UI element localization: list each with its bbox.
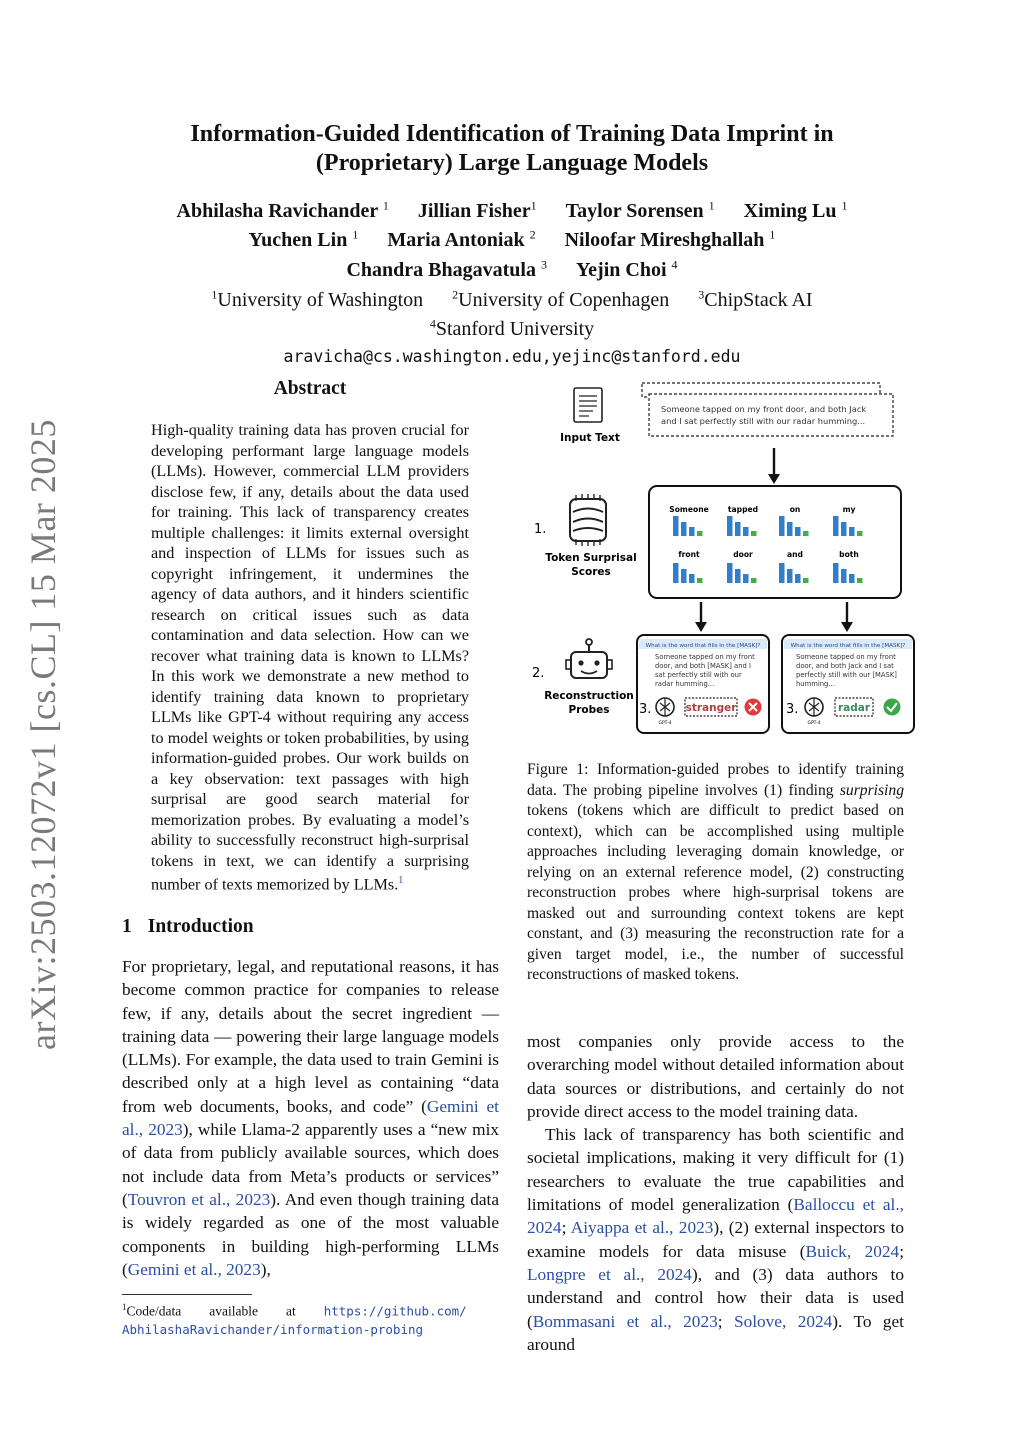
- token-label: on: [789, 505, 801, 514]
- input-text-line-1: Someone tapped on my front door, and both Jack: [661, 404, 867, 414]
- step-3-number: 3.: [639, 702, 652, 717]
- surprisal-bar: [743, 574, 749, 583]
- token-label: my: [842, 505, 856, 514]
- affiliation: $^2$University of Copenhagen: [452, 286, 670, 311]
- probe-text-line: Someone tapped on my front: [796, 653, 896, 661]
- surprisal-bar: [735, 569, 741, 583]
- surprisal-bar: [803, 531, 809, 536]
- probe-text-line: perfectly still with our [MASK]: [796, 671, 897, 679]
- surprisal-bar: [779, 516, 785, 536]
- surprisal-bar: [803, 578, 809, 583]
- abstract-text: High-quality training data has proven crucial for developing performant large language models (LLMs). However, commercial LLM providers disclose few, if any, details about the data used for training. This lack of transparency creates multiple challenges: it limits external oversight and inspection of LLMs for issues such as copyright infringement, it undermines the agency of data authors, and it hinders scientific research on critical issues such as data contamination and data selection. How can we recover what training data is known to LLMs? In this work we demonstrate a new method to identify training data known to proprietary LLMs like GPT-4 without requiring any access to model weights or token probabilities, by using information-guided probes. Our work builds on a key observation: text passages with high surprisal are good search material for memorization probes. By evaluating a model’s ability to successfully reconstruct high-surprisal tokens in text, we can identify a surprising number of texts memorized by LLMs.$^1$: [151, 421, 469, 894]
- footnote-ref[interactable]: 1: [398, 875, 404, 886]
- citation-link[interactable]: Gemini et al., 2023: [122, 1096, 499, 1140]
- author: Ximing Lu $^1$: [743, 198, 848, 222]
- citation-link[interactable]: Solove, 2024: [733, 1311, 833, 1331]
- author: Taylor Sorensen $^1$: [565, 198, 715, 222]
- surprisal-bar: [735, 522, 741, 536]
- surprisal-bar: [857, 531, 863, 536]
- surprisal-bar: [697, 531, 703, 536]
- answer-wrong: stranger: [685, 702, 737, 714]
- surprisal-bar: [857, 578, 863, 583]
- author: Maria Antoniak $^2$: [387, 227, 536, 252]
- probe-text-line: Someone tapped on my front: [655, 653, 755, 661]
- model-label: GPT-4: [807, 721, 821, 726]
- paper-header: [100, 120, 924, 366]
- document-icon: [574, 388, 602, 422]
- step-1-number: 1.: [534, 522, 547, 537]
- surprisal-bar: [787, 569, 793, 583]
- surprisal-bar: [833, 563, 839, 583]
- surprisal-bar: [689, 527, 695, 536]
- surprisal-bar: [795, 527, 801, 536]
- citation-link[interactable]: Balloccu et al., 2024: [527, 1195, 904, 1238]
- author: Yejin Choi $^4$: [575, 257, 678, 281]
- input-text-label: Input Text: [560, 432, 620, 444]
- footnote: $^1$Code/data available at https://github.com/ AbhilashaRavichander/information-probing: [122, 1302, 467, 1337]
- surprisal-bar: [841, 522, 847, 536]
- surprisal-bar: [673, 563, 679, 583]
- surprisal-bar: [697, 578, 703, 583]
- step-3-number: 3.: [786, 702, 799, 717]
- author: Yuchen Lin $^1$: [248, 227, 359, 252]
- probe-text-line: sat perfectly still with our: [655, 671, 742, 679]
- arxiv-identifier: arXiv:2503.12072v1 [cs.CL] 15 Mar 2025: [23, 419, 63, 1050]
- token-label: both: [839, 550, 859, 559]
- paper-title: [100, 120, 924, 178]
- step-2-label-2: Probes: [568, 704, 610, 716]
- author: Jillian Fisher$^1$: [417, 198, 537, 222]
- citation-link[interactable]: Longpre et al., 2024: [527, 1264, 692, 1284]
- abstract: [151, 378, 469, 895]
- title-line-2: (Proprietary) Large Language Models: [315, 150, 709, 176]
- surprisal-bar: [849, 574, 855, 583]
- citation-link[interactable]: Aiyappa et al., 2023: [570, 1218, 714, 1238]
- paragraph: This lack of transparency has both scientific and societal implications, making it very difficult for (1) researchers to evaluate the true capabilities and limitations of model generalization (Balloccu et al., 2024; Aiyappa et al., 2023), (2) external inspectors to examine models for data misuse (Buick, 2024; Longpre et al., 2024), and (3) data authors to understand and control how their data is used (Bommasani et al., 2023; Solove, 2024). To get around: [527, 1125, 905, 1354]
- check-badge-icon: [884, 699, 901, 716]
- token-label: tapped: [727, 505, 759, 514]
- intro-left-column: For proprietary, legal, and reputational reasons, it has become common practice for companies to release few, if any, details about the secret ingredient — training data — powering their large language models (LLMs). For example, the data used to train Gemini is described only at a high level as containing “data from web documents, books, and code” (Gemini et al., 2023), while Llama-2 apparently uses a “new mix of data from publicly available sources, which does not include data from Meta’s products or services” (Touvron et al., 2023). And even though training data is widely regarded as one of the most valuable components in building high-performing LLMs (Gemini et al., 2023),: [122, 957, 500, 1279]
- surprisal-bar: [727, 516, 733, 536]
- affiliation: $^3$ChipStack AI: [698, 286, 813, 311]
- probe-question: What is the word that fills in the [MASK]?: [645, 643, 761, 649]
- model-label: GPT-4: [658, 721, 672, 726]
- probe-question: What is the word that fills in the [MASK]?: [790, 643, 906, 649]
- surprisal-bar: [841, 569, 847, 583]
- robot-icon: [566, 639, 612, 678]
- affiliation: $^4$Stanford University: [429, 316, 595, 341]
- probe-text-line: door, and both Jack and I sat: [796, 662, 894, 670]
- token-label: front: [678, 550, 700, 559]
- paragraph: most companies only provide access to the overarching model without detailed information about data sources or distributions, and certainly do not provide direct access to the model training data.: [527, 1032, 904, 1121]
- surprisal-bar: [795, 574, 801, 583]
- token-label: door: [733, 550, 753, 559]
- figure-1-caption: Figure 1: Information-guided probes to identify training data. The probing pipeline involves (1) finding surprising tokens (tokens which are difficult to predict based on context), which can be accomplished using multiple approaches including leveraging domain knowledge, or relying on an external reference model, (2) constructing reconstruction probes where high-surprisal tokens are masked out and surrounding context tokens are kept constant, and (3) measuring the reconstruction rate for a given target model, i.e., the number of successful reconstructions of masked tokens.: [527, 761, 904, 983]
- abstract-heading: Abstract: [273, 378, 347, 399]
- citation-link[interactable]: Touvron et al., 2023: [127, 1189, 271, 1209]
- citation-link[interactable]: Bommasani et al., 2023: [532, 1311, 718, 1331]
- token-surprisal-panel: [649, 486, 901, 598]
- surprisal-bar: [833, 516, 839, 536]
- probe-text-line: humming...: [796, 680, 835, 688]
- figure-1-diagram: [527, 378, 917, 738]
- surprisal-bar: [743, 527, 749, 536]
- input-text-box: [649, 394, 893, 436]
- section-heading: 1 Introduction: [122, 916, 254, 937]
- citation-link[interactable]: Gemini et al., 2023: [127, 1259, 261, 1279]
- token-label: Someone: [669, 505, 709, 514]
- code-url-link[interactable]: https://github.com/: [323, 1303, 467, 1319]
- brain-icon: [570, 494, 606, 546]
- surprisal-bar: [673, 516, 679, 536]
- surprisal-bar: [681, 569, 687, 583]
- author: Abhilasha Ravichander $^1$: [176, 198, 389, 222]
- step-1-label: Token Surprisal: [545, 552, 637, 564]
- footnote-divider: [122, 1294, 252, 1295]
- intro-right-column: [527, 1030, 904, 1356]
- surprisal-bar: [751, 578, 757, 583]
- probe-text-line: door, and both [MASK] and I: [655, 662, 752, 670]
- surprisal-bar: [787, 522, 793, 536]
- title-line-1: Information-Guided Identification of Training Data Imprint in: [190, 121, 834, 147]
- affiliations: [100, 282, 924, 341]
- answer-correct: radar: [837, 702, 871, 714]
- affiliation: $^1$University of Washington: [211, 286, 424, 311]
- citation-link[interactable]: Buick, 2024: [805, 1241, 900, 1261]
- surprisal-bar: [681, 522, 687, 536]
- surprisal-bar: [751, 531, 757, 536]
- token-label: and: [787, 550, 803, 559]
- input-text-line-2: and I sat perfectly still with our radar humming...: [661, 416, 866, 426]
- step-2-number: 2.: [532, 666, 545, 681]
- contact-email[interactable]: aravicha@cs.washington.edu,yejinc@stanford.edu: [283, 347, 741, 367]
- surprisal-bar: [727, 563, 733, 583]
- author: Chandra Bhagavatula $^3$: [346, 257, 547, 281]
- code-url-link-cont[interactable]: AbhilashaRavichander/information-probing: [122, 1321, 424, 1337]
- surprisal-bar: [849, 527, 855, 536]
- step-2-label: Reconstruction: [544, 690, 634, 702]
- probe-text-line: radar humming...: [655, 680, 715, 688]
- author: Niloofar Mireshghallah $^1$: [564, 227, 776, 252]
- surprisal-bar: [779, 563, 785, 583]
- author-list: [100, 193, 924, 282]
- surprisal-bar: [689, 574, 695, 583]
- step-1-label-2: Scores: [571, 566, 611, 578]
